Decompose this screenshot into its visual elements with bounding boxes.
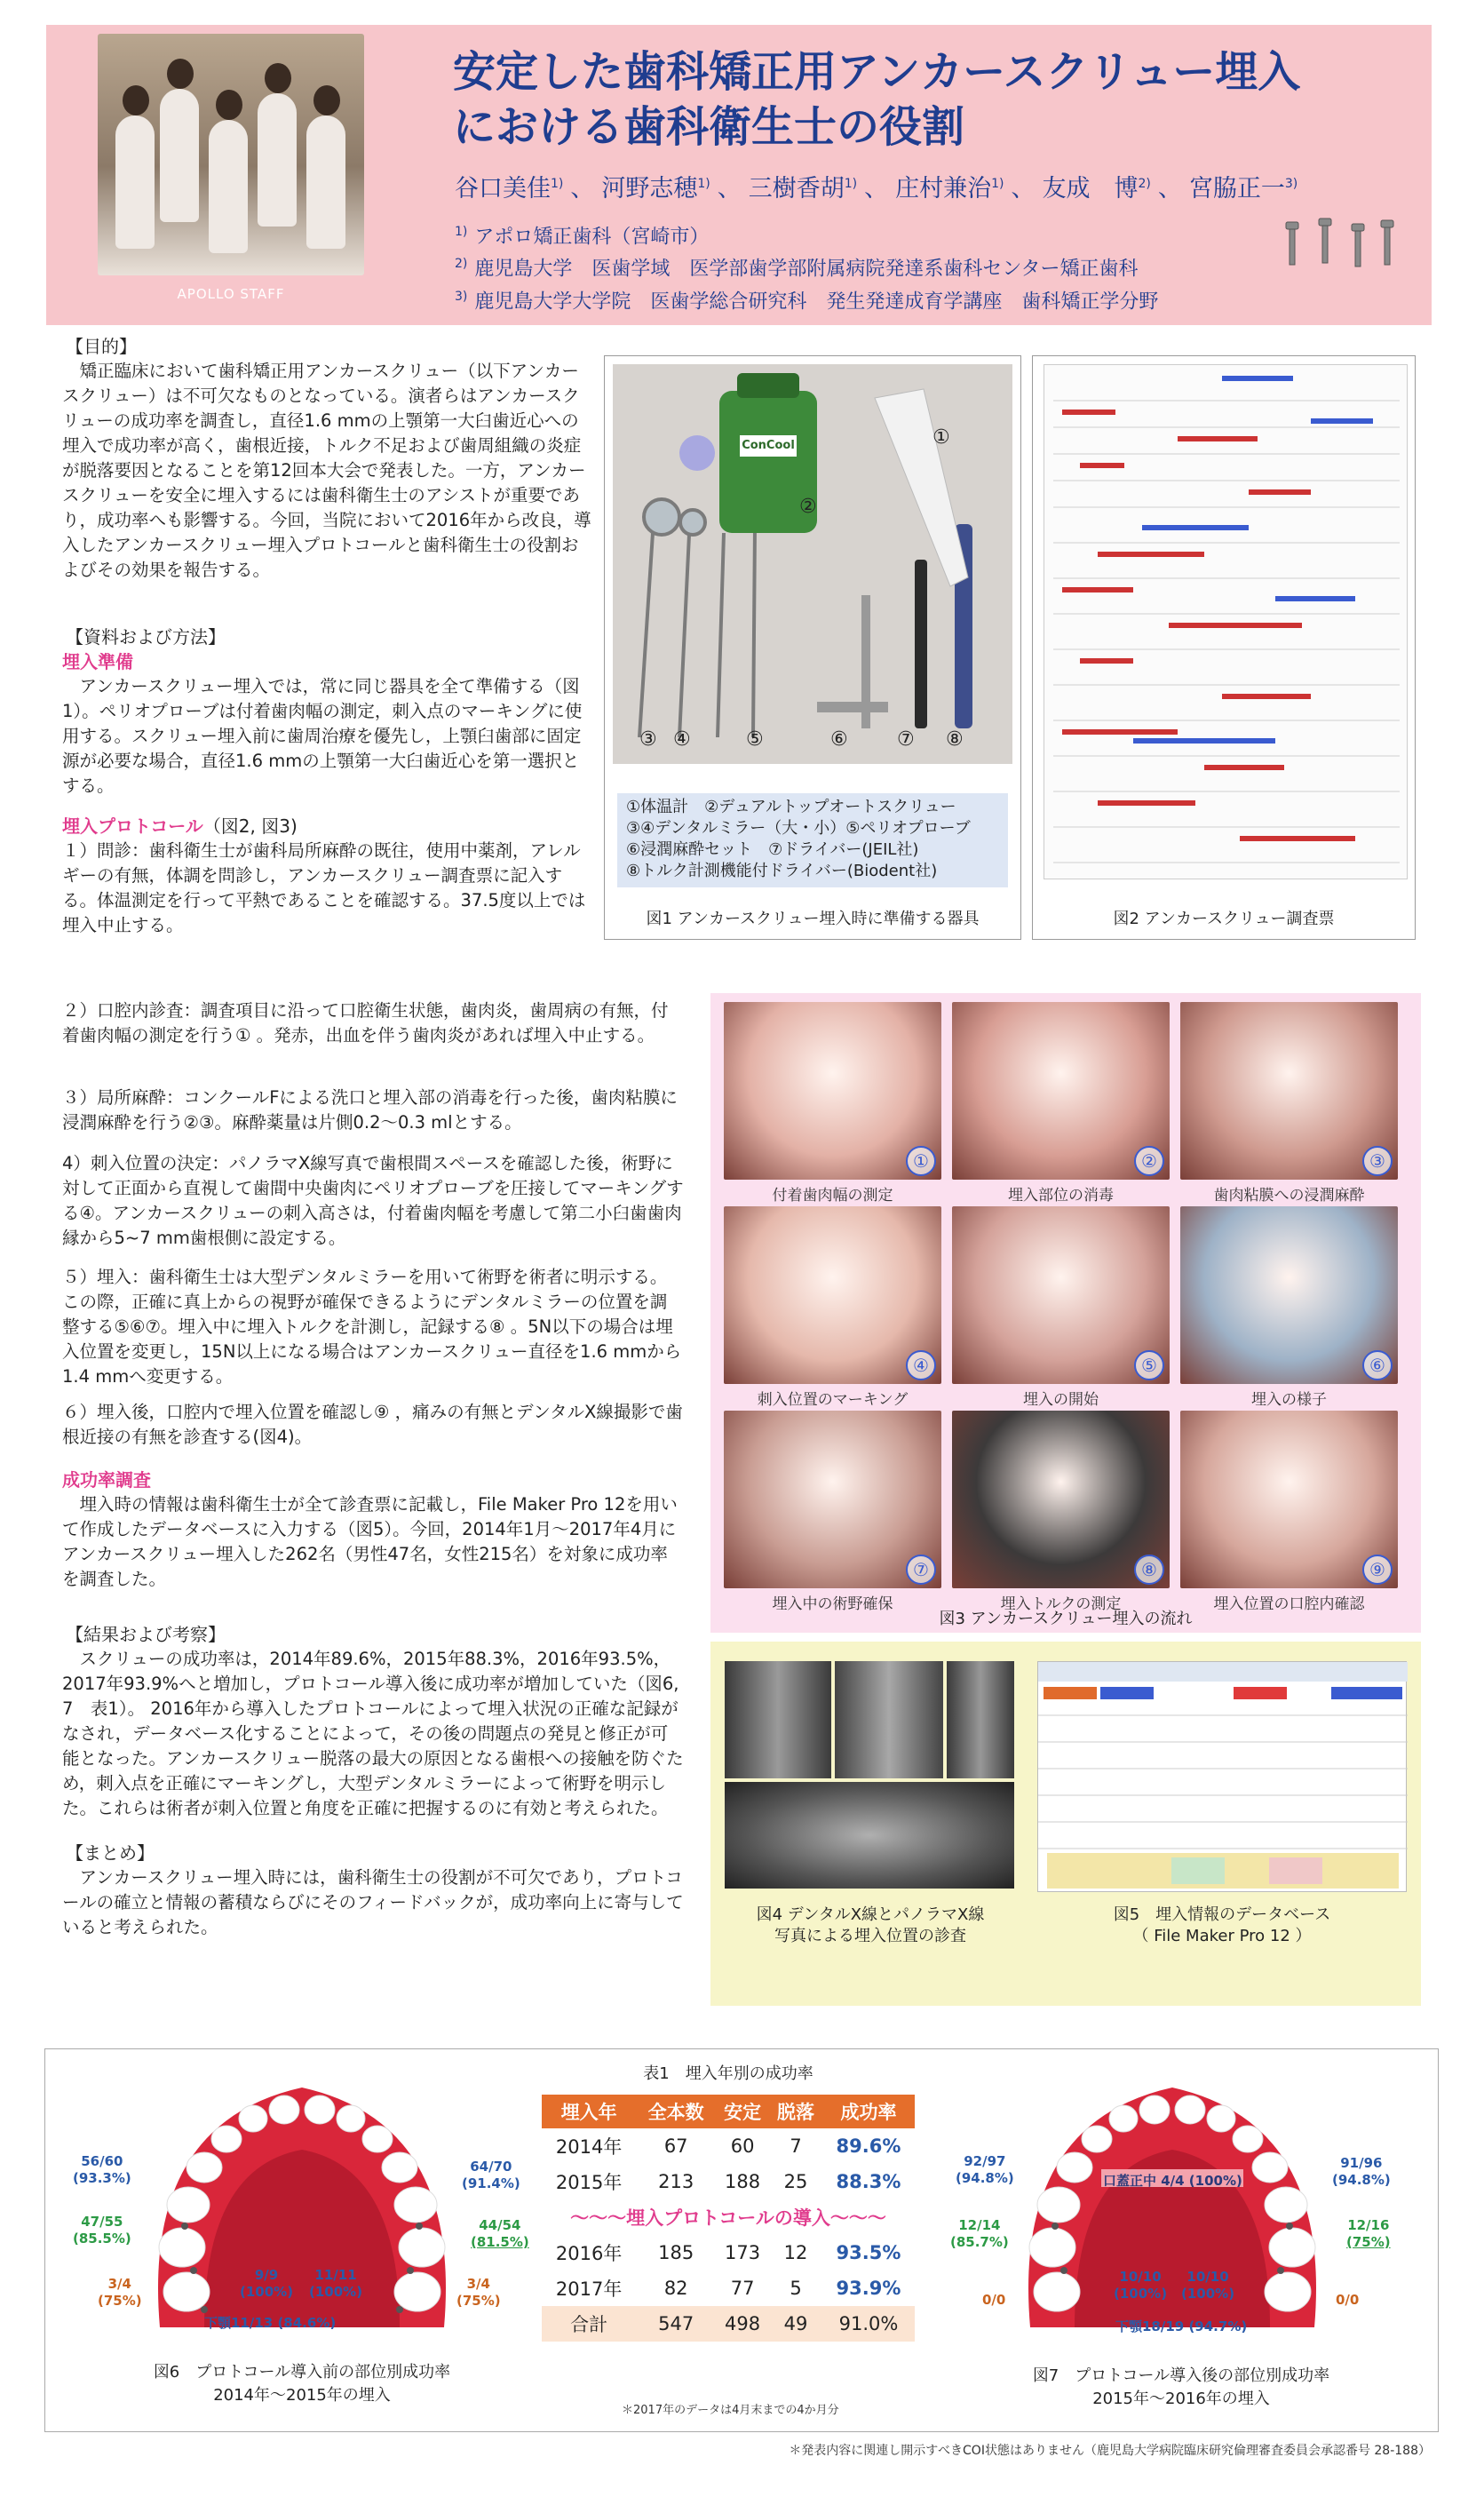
table1-header-cell: 成功率	[822, 2095, 915, 2128]
affiliation-line: $^{2)}$ 鹿児島大学 医歯学域 医学部歯学部附属病院発達系歯科センター矯正歯科	[455, 257, 1139, 281]
purpose-body: 矯正臨床において歯科矯正用アンカースクリュー（以下アンカースクリュー）は不可欠なものとなっている。演者らはアンカースクリューの成功率を調査し，直径1.6 mmの上顎第一大臼歯近心への埋入で成功率が高く，歯根近接，トルク不足および歯周組織の炎症が脱落要因となることを第12回本大会で発表した。一方，アンカースクリューを安全に埋入するには歯科衛生士のアシストが重要であり，成功率へも影響する。今回，当院において2016年から改良，導入したアンカースクリュー埋入プロトコールと歯科衛生士の役割およびその効果を報告する。	[62, 361, 591, 580]
table1-cell: 7	[790, 2135, 802, 2157]
staff-photo	[98, 34, 364, 275]
fig3-step-number: ④	[906, 1350, 936, 1380]
table1-header-cell: 埋入年	[542, 2095, 636, 2128]
fig3-photo-label: 埋入部位の消毒	[1008, 1187, 1114, 1205]
fig3-photo-7	[724, 1411, 941, 1588]
summary-body: アンカースクリュー埋入時には，歯科衛生士の役割が不可欠であり，プロトコールの確立と情報の蓄積ならびにそのフィードバックが，成功率向上に寄与していると考えられた。	[62, 1867, 684, 1937]
fig7-label-lower-right: 0/0	[1336, 2292, 1360, 2308]
author-list: 谷口美佳$^{1)}$ 、 河野志穂$^{1)}$ 、 三樹香胡$^{1)}$ 、 庄村兼治$^{1)}$ 、 友成 博$^{2)}$ 、 宮脇正一$^{3)}$	[455, 175, 1298, 203]
fig3-step-number: ⑥	[1362, 1350, 1393, 1380]
fig6-label-mid-right: 44/54 (81.5%)	[471, 2217, 529, 2250]
table1-cell: 498	[725, 2313, 761, 2334]
fig1-label-1: ①	[932, 426, 950, 449]
fig7-label-upper-left: 92/97 (94.8%)	[956, 2153, 1014, 2186]
instruments-photo	[613, 364, 1012, 764]
table1-note: ＊2017年のデータは4月末までの4か月分	[622, 2404, 839, 2417]
fig3-photo-9	[1180, 1411, 1398, 1588]
protocol-heading-line	[62, 814, 298, 839]
fig7-arch-diagram	[1012, 2070, 1332, 2336]
screw-icons	[1279, 215, 1403, 277]
affiliation-line: $^{1)}$ アポロ矯正歯科（宮崎市）	[455, 225, 710, 249]
fig3-photo-6	[1180, 1206, 1398, 1384]
fig1-label-5: ⑤	[746, 728, 764, 751]
fig3-photo-2	[952, 1002, 1170, 1180]
table1-cell: 77	[730, 2278, 755, 2299]
table1-cell: 12	[783, 2242, 808, 2263]
table1-row	[542, 2164, 915, 2199]
survey-form-image	[1044, 364, 1408, 879]
table1-cell: 188	[725, 2171, 761, 2192]
table1-cell: 93.9%	[836, 2278, 901, 2299]
protocol-heading: 埋入プロトコール	[62, 815, 203, 837]
step-5: ５）埋入：歯科衛生士は大型デンタルミラーを用いて術野を術者に明示する。この際，正確に真上からの視野が確保できるようにデンタルミラーの位置を調整する⑤⑥⑦。埋入中に埋入トルクを計測し，記録する⑧ 。5N以下の場合は埋入位置を変更し，15N以上になる場合はアンカースクリュー直径を1.6 mmから1.4 mmへ変更する。	[62, 1267, 682, 1387]
table1-cell: 67	[663, 2135, 688, 2157]
dental-xray-2	[835, 1661, 943, 1778]
step-3: ３）局所麻酔：コンクールFによる洗口と埋入部の消毒を行った後，歯肉粘膜に浸潤麻酔を行う②③。麻酔薬量は片側0.2～0.3 mlとする。	[62, 1087, 678, 1133]
results-heading: 【結果および考察】	[66, 1624, 226, 1645]
table1-cell: 25	[783, 2171, 808, 2192]
fig6-label-center-right: 11/11 (100%)	[309, 2267, 363, 2300]
dental-xray-3	[947, 1661, 1014, 1778]
fig6-label-center-left: 9/9 (100%)	[240, 2267, 294, 2300]
author-name: 友成 博	[1042, 175, 1139, 203]
table1-cell: 82	[663, 2278, 688, 2299]
fig4-caption: 図4 デンタルX線とパノラマX線 写真による埋入位置の診査	[756, 1905, 985, 1945]
staff-caption: APOLLO STAFF	[177, 286, 285, 302]
fig3-step-number: ⑨	[1362, 1555, 1393, 1585]
fig1-label-7: ⑦	[897, 728, 915, 751]
concool-label: ConCool	[740, 435, 797, 457]
fig1-label-8: ⑧	[946, 728, 964, 751]
fig7-label-center-right: 10/10 (100%)	[1181, 2269, 1235, 2302]
fig3-photo-4	[724, 1206, 941, 1384]
fig3-photo-5	[952, 1206, 1170, 1384]
fig3-photo-label: 埋入の開始	[1023, 1391, 1099, 1409]
step-4: 4）刺入位置の決定：パノラマX線写真で歯根間スペースを確認した後，術野に対して正面から直視して歯間中央歯肉にペリオプローブを圧接してマーキングする④。アンカースクリューの刺入高さは，付着歯肉幅を考慮して第二小臼歯歯肉縁から5~7 mm歯根側に設定する。	[62, 1153, 684, 1248]
author-affil-sup: 1)	[697, 177, 710, 191]
fig6-label-lower-left: 3/4 (75%)	[98, 2276, 142, 2309]
table1-cell: 88.3%	[836, 2171, 901, 2192]
fig7-label-mid-left: 12/14 (85.7%)	[950, 2217, 1009, 2250]
table1-total-row	[542, 2306, 915, 2342]
survey-heading: 成功率調査	[62, 1469, 151, 1491]
author-affil-sup: 1)	[991, 177, 1004, 191]
table1-cell: 213	[658, 2171, 694, 2192]
table1-cell: 2014年	[555, 2136, 623, 2158]
fig3-photo-label: 埋入トルクの測定	[1000, 1595, 1122, 1613]
fig3-photo-label: 埋入位置の口腔内確認	[1213, 1595, 1365, 1613]
results-body: スクリューの成功率は，2014年89.6%，2015年88.3%，2016年93.5%，2017年93.9%へと増加し，プロトコール導入後に成功率が増加していた（図6, 7 表1）。 2016年から導入したプロトコールによって埋入状況の正確な記録がなされ，データベース化することによって，その後の問題点の発見と修正が可能となった。アンカースクリュー脱落の最大の原因となる歯根への接触を防ぐため，刺入点を正確にマーキングし，大型デンタルミラーによって術野を明示した。これらは術者が刺入位置と角度を正確に把握するのに有効と考えられた。	[62, 1649, 684, 1818]
table1-cell: 93.5%	[836, 2242, 901, 2263]
table1-cell: 89.6%	[836, 2135, 901, 2157]
fig7-label-lower-jaw: 下顎18/19 (94.7%)	[1115, 2318, 1248, 2334]
fig7-caption: 図7 プロトコール導入後の部位別成功率 2015年～2016年の埋入	[1032, 2366, 1330, 2408]
step-1: １）問診：歯科衛生士が歯科局所麻酔の既往，使用中薬剤，アレルギーの有無，体調を問診し，アンカースクリュー調査票に記入する。体温測定を行って平熱であることを確認する。37.5度以上では埋入中止する。	[62, 840, 586, 935]
table1-cell: 547	[658, 2313, 694, 2334]
table1-header-cell: 全本数	[636, 2095, 716, 2128]
fig6-arch-diagram	[142, 2070, 462, 2336]
author-affil-sup: 1)	[844, 177, 858, 191]
prep-heading: 埋入準備	[62, 651, 133, 672]
fig1-label-6: ⑥	[830, 728, 848, 751]
table1-row	[542, 2128, 915, 2164]
survey-body: 埋入時の情報は歯科衛生士が全て診査票に記載し，File Maker Pro 12を用いて作成したデータベースに入力する（図5）。今回，2014年1月～2017年4月にアンカースクリュー埋入した262名（男性47名，女性215名）を対象に成功率を調査した。	[62, 1494, 678, 1589]
table1-cell: 173	[725, 2242, 761, 2263]
prep-body: アンカースクリュー埋入では，常に同じ器具を全て準備する（図1）。ペリオプローブは付着歯肉幅の測定，刺入点のマーキングに使用する。スクリュー埋入前に歯周治療を優先し，上顎臼歯部に固定源が必要な場合，直径1.6 mmの上顎第一大臼歯近心を第一選択とする。	[62, 676, 583, 796]
fig3-step-number: ⑦	[906, 1555, 936, 1585]
table1-cell: 49	[783, 2313, 808, 2334]
fig6-label-upper-left: 56/60 (93.3%)	[73, 2153, 131, 2186]
fig2-caption: 図2 アンカースクリュー調査票	[1113, 910, 1335, 928]
table1-cell: 5	[790, 2278, 802, 2299]
fig3-photo-label: 歯肉粘膜への浸潤麻酔	[1213, 1187, 1365, 1205]
fig7-label-palate: 口蓋正中 4/4 (100%)	[1103, 2173, 1242, 2189]
fig1-label-4: ④	[673, 728, 691, 751]
table1-protocol-divider: ～～～埋入プロトコールの導入～～～	[570, 2207, 886, 2229]
fig3-caption: 図3 アンカースクリュー埋入の流れ	[939, 1610, 1193, 1628]
fig6-label-lower-right: 3/4 (75%)	[456, 2276, 501, 2309]
table1	[542, 2095, 915, 2342]
affiliation-list	[455, 219, 1158, 315]
step-6: ６）埋入後，口腔内で埋入位置を確認し⑨ ，痛みの有無とデンタルX線撮影で歯根近接の有無を診査する(図4)。	[62, 1402, 683, 1447]
fig7-label-center-left: 10/10 (100%)	[1114, 2269, 1168, 2302]
fig3-step-number: ③	[1362, 1146, 1393, 1176]
fig1-label-2: ②	[799, 496, 817, 518]
table1-cell: 91.0%	[838, 2313, 899, 2334]
author-name: 三樹香胡	[748, 175, 845, 203]
author-affil-sup: 3)	[1284, 177, 1298, 191]
step-2: ２）口腔内診査：調査項目に沿って口腔衛生状態，歯肉炎，歯周病の有無，付着歯肉幅の測定を行う① 。発赤，出血を伴う歯肉炎があれば埋入中止する。	[62, 1000, 669, 1046]
fig3-photo-label: 埋入の様子	[1251, 1391, 1327, 1409]
fig6-caption: 図6 プロトコール導入前の部位別成功率 2014年～2015年の埋入	[153, 2363, 451, 2405]
table1-cell: 合計	[570, 2314, 608, 2335]
fig3-step-number: ⑧	[1134, 1555, 1164, 1585]
table1-cell: 2017年	[555, 2278, 623, 2300]
author-name: 庄村兼治	[895, 175, 992, 203]
table1-row	[542, 2235, 915, 2270]
fig3-photo-8	[952, 1411, 1170, 1588]
table1-cell: 2016年	[555, 2243, 623, 2264]
author-affil-sup: 2)	[1138, 177, 1151, 191]
methods-heading: 【資料および方法】	[66, 626, 226, 648]
fig7-label-upper-right: 91/96 (94.8%)	[1332, 2155, 1391, 2188]
fig6-label-upper-right: 64/70 (91.4%)	[462, 2159, 520, 2191]
panoramic-xray	[725, 1782, 1014, 1889]
table1-cell: 2015年	[555, 2172, 623, 2193]
fig1-legend: ①体温計 ②デュアルトップオートスクリュー ③④デンタルミラー（大・小）⑤ペリオプローブ ⑥浸潤麻酔セット ⑦ドライバー(JEIL社) ⑧トルク計測機能付ドライバー(Biodent社)	[617, 793, 1008, 887]
fig5-caption: 図5 埋入情報のデータベース （ File Maker Pro 12 ）	[1113, 1905, 1331, 1945]
coi-footer: ＊発表内容に関連し開示すべきCOI状態はありません（鹿児島大学病院臨床研究倫理審査委員会承認番号 28-188）	[789, 2444, 1431, 2458]
affiliation-line: $^{3)}$ 鹿児島大学大学院 医歯学総合研究科 発生発達成育学講座 歯科矯正学分野	[455, 289, 1159, 313]
table1-header-cell: 脱落	[769, 2095, 822, 2128]
fig7-label-mid-right: 12/16 (75%)	[1346, 2217, 1391, 2250]
table1-cell: 185	[658, 2242, 694, 2263]
table1-header-cell: 安定	[716, 2095, 769, 2128]
fig3-step-number: ①	[906, 1146, 936, 1176]
summary-heading: 【まとめ】	[66, 1842, 155, 1864]
fig3-step-number: ②	[1134, 1146, 1164, 1176]
author-name: 谷口美佳	[455, 175, 551, 203]
author-name: 宮脇正一	[1188, 175, 1285, 203]
protocol-ref: （図2, 図3)	[202, 815, 298, 837]
purpose-heading: 【目的】	[66, 336, 137, 357]
fig3-photo-1	[724, 1002, 941, 1180]
fig3-photo-label: 刺入位置のマーキング	[757, 1391, 909, 1409]
table1-cell: 60	[730, 2135, 755, 2157]
poster-title: 安定した歯科矯正用アンカースクリュー埋入 における歯科衛生士の役割	[453, 47, 1301, 152]
dental-xray-1	[725, 1661, 831, 1778]
author-name: 河野志穂	[601, 175, 698, 203]
fig6-label-lower-jaw: 下顎11/13 (84.6%)	[204, 2315, 337, 2331]
author-affil-sup: 1)	[551, 177, 564, 191]
table1-header-row	[542, 2095, 915, 2128]
fig3-photo-3	[1180, 1002, 1398, 1180]
fig3-photo-label: 付着歯肉幅の測定	[772, 1187, 893, 1205]
fig6-label-mid-left: 47/55 (85.5%)	[73, 2214, 131, 2247]
fig7-label-lower-left: 0/0	[982, 2292, 1006, 2308]
table1-title: 表1 埋入年別の成功率	[643, 2064, 813, 2083]
database-screenshot	[1037, 1661, 1407, 1892]
fig3-photo-label: 埋入中の術野確保	[772, 1595, 893, 1613]
fig1-caption: 図1 アンカースクリュー埋入時に準備する器具	[646, 910, 980, 928]
fig1-label-3: ③	[639, 728, 657, 751]
fig3-step-number: ⑤	[1134, 1350, 1164, 1380]
table1-row	[542, 2270, 915, 2306]
